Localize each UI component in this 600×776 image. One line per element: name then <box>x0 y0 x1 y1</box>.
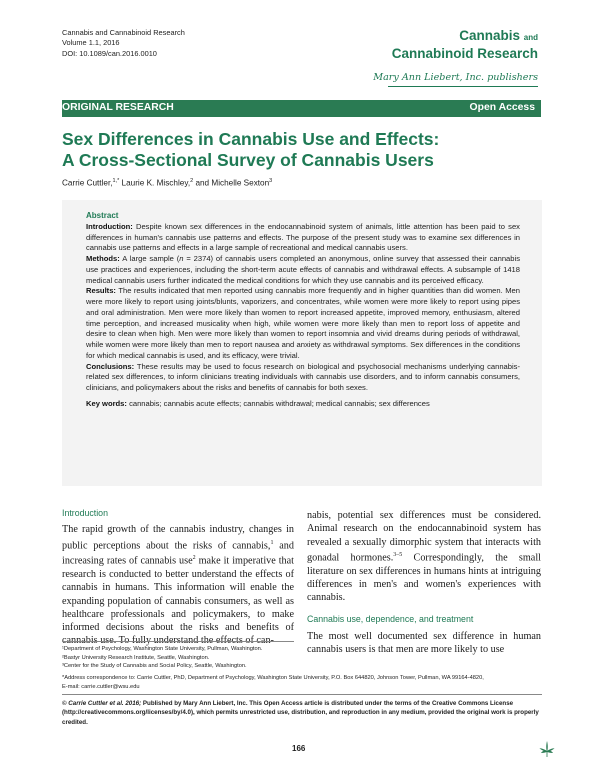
body-right-column <box>307 509 541 656</box>
affiliation-1: ¹Department of Psychology, Washington State University, Pullman, Washington. <box>62 646 263 652</box>
page-number: 166 <box>292 744 306 753</box>
author-3: and Michelle Sexton <box>195 178 270 188</box>
author-1-affil: 1,* <box>112 178 120 184</box>
journal-meta <box>62 28 185 59</box>
title-line-1: Sex Differences in Cannabis Use and Effects: <box>62 129 440 149</box>
license-text: Published by Mary Ann Liebert, Inc. This Open Access article is distributed under the terms of the Creative Commons License (http://creativecommons.org/licenses/by/4.0), which permits unrestricted use, distribution, and reproduction in any medium, provided the original work is properly credited. <box>62 700 539 726</box>
correspondence <box>62 674 542 691</box>
license-statement <box>62 699 542 727</box>
author-2-affil: 2 <box>190 178 194 184</box>
abstract-results: Results: The results indicated that men reported using cannabis more frequently and in higher quantities than did women. Men were more likely to report using joints/blunts, vaporizers, and concentrates, while women were more likely to report using pipes and oral administration. Men were more likely than women to report increased appetite, improved memory, enthusiasm, altered time perception, and increased musicality when high, while women were more likely than men to report loss of appetite and desire to clean when high. Men were more likely than women to report insomnia and vivid dreams during periods of withdrawal, while women were more likely than men to report nausea and anxiety as withdrawal symptoms. Sex differences in the conditions for which medical cannabis is used, and its efficacy, were trivial. <box>86 286 520 360</box>
journal-volume: Volume 1.1, 2016 <box>62 38 120 48</box>
publisher-underline <box>388 86 538 87</box>
author-list <box>62 178 272 188</box>
title-line-2: A Cross-Sectional Survey of Cannabis Users <box>62 150 434 170</box>
body-paragraph-2: nabis, potential sex differences must be considered. Animal research on the endocannabinoid system has revealed a sexually dimorphic system that interacts with gonadal hormones.$^{3-5}$ Correspondingly, the small literature on sex differences in humans hints at intriguing differences in men's and women's experiences with cannabis. <box>307 510 541 604</box>
journal-name: Cannabis and Cannabinoid Research <box>62 28 185 37</box>
correspondence-address: *Address correspondence to: Carrie Cuttler, PhD, Department of Psychology, Washington State University, P.O. Box 644820, Johnson Tower, Pullman, WA 99164-4820, <box>62 675 484 681</box>
license-divider <box>62 694 542 695</box>
doi: DOI: 10.1089/can.2016.0010 <box>62 48 157 58</box>
footnote-divider <box>62 641 294 642</box>
publisher-logo: Mary Ann Liebert, Inc. publishers <box>373 72 538 83</box>
author-1: Carrie Cuttler, <box>62 178 113 188</box>
logo-and: and <box>523 33 538 42</box>
logo-line2: Cannabinoid Research <box>391 46 538 61</box>
author-2: Laurie K. Mischley, <box>121 178 191 188</box>
keywords: Key words: cannabis; cannabis acute effects; cannabis withdrawal; medical cannabis; sex differences <box>86 398 430 408</box>
abstract <box>86 211 520 410</box>
abstract-conclusions: Conclusions: These results may be used to focus research on biological and psychosocial mechanisms underlying cannabis-related sex differences, to inform clinicians treating individuals with cannabis use disorders, and to inform cannabis consumers, clinicians, and policymakers about the risks and benefits of cannabis for both sexes. <box>86 361 520 392</box>
article-title <box>62 129 542 171</box>
introduction-heading: Introduction <box>62 508 108 518</box>
affiliation-3: ³Center for the Study of Cannabis and Social Policy, Seattle, Washington. <box>62 663 247 670</box>
body-paragraph-1: The rapid growth of the cannabis industry, changes in public perceptions about the risks of cannabis,$^1$ and increasing rates of cannabis use$^2$ make it imperative that research is conducted to better understand the effects of cannabis in humans. This information will enable the expanding population of cannabis consumers, as well as healthcare professionals and policymakers, to make informed decisions about the risks and benefits of cannabis use. To fully understand the effects of can- <box>62 524 294 647</box>
article-type: ORIGINAL RESEARCH <box>62 102 174 113</box>
logo-line1: Cannabis <box>459 28 520 43</box>
correspondence-email: E-mail: carrie.cuttler@wsu.edu <box>62 683 140 690</box>
abstract-introduction: Introduction: Despite known sex differences in the endocannabinoid system of animals, little attention has been paid to sex differences in human's cannabis use patterns and effects. The purpose of the present study was to examine sex differences in cannabis use patterns and effects in a large sample of recreational and medical cannabis users. <box>86 221 520 253</box>
affiliations <box>62 645 262 671</box>
journal-logo <box>392 28 538 62</box>
article-type-banner <box>62 100 541 117</box>
copyright: © Carrie Cuttler et al. 2016; <box>62 700 142 707</box>
body-left-column <box>62 507 294 648</box>
author-3-affil: 3 <box>269 178 273 184</box>
affiliation-2: ²Bastyr University Research Institute, Seattle, Washington. <box>62 654 210 661</box>
cannabis-leaf-icon <box>539 740 555 763</box>
body-paragraph-3: The most well documented sex difference in human cannabis users is that men are more likely to use <box>307 630 541 656</box>
abstract-heading: Abstract <box>86 211 119 220</box>
open-access-label: Open Access <box>469 102 535 113</box>
abstract-methods: Methods: A large sample (n = 2374) of cannabis users completed an anonymous, online survey that assessed their cannabis use practices and experiences, including the short-term acute effects of cannabis and withdrawal effects. A subsample of 1418 medical cannabis users further indicated the medical conditions for which they use cannabis and its perceived efficacy. <box>86 254 520 285</box>
subsection-heading: Cannabis use, dependence, and treatment <box>307 614 474 625</box>
